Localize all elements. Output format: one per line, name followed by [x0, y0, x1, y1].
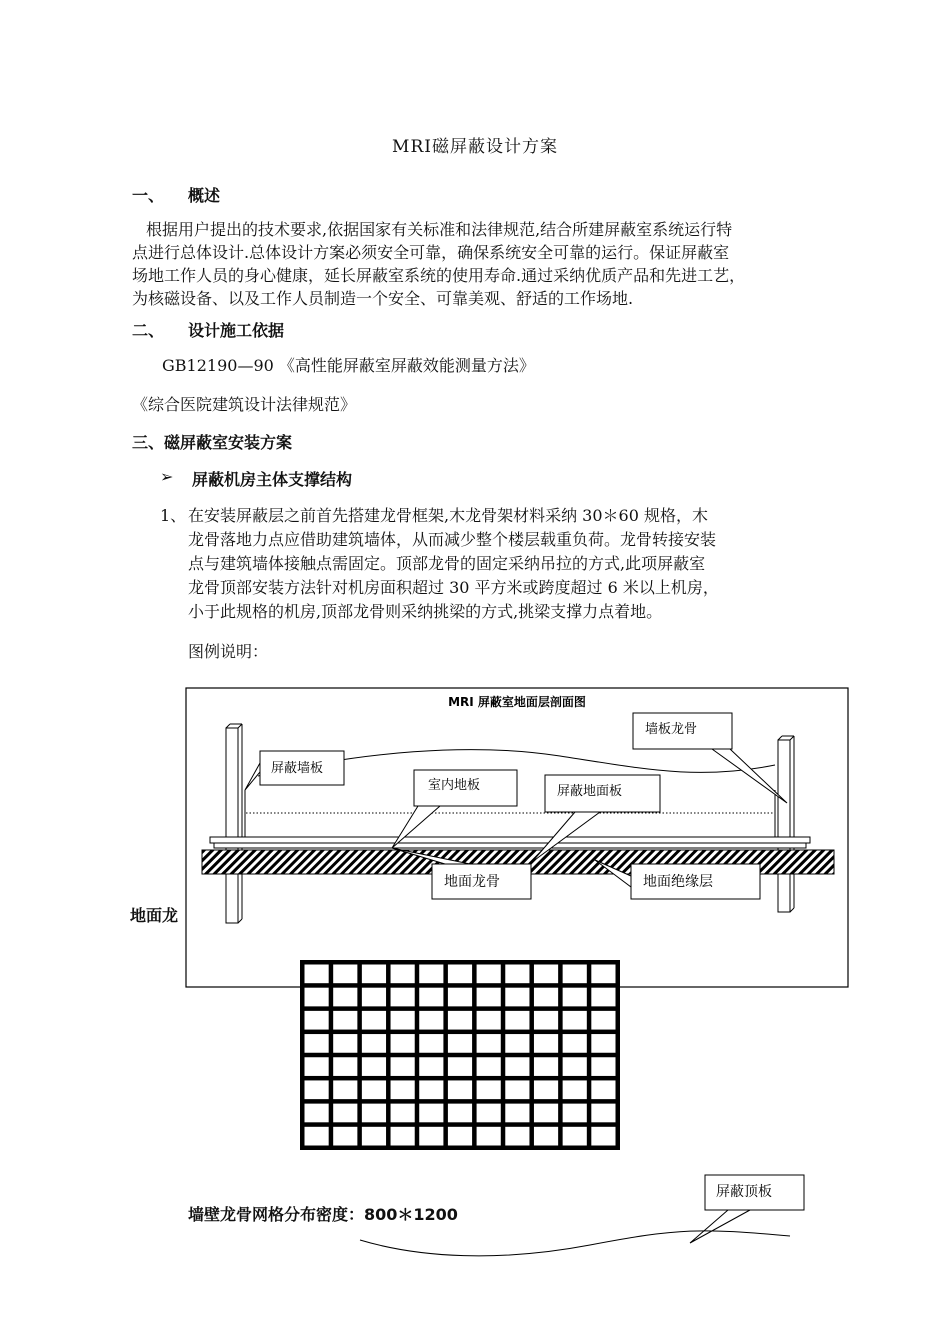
grid-cell: [534, 965, 558, 984]
grid-cell: [391, 1057, 415, 1076]
grid-cell: [505, 1127, 529, 1146]
grid-cell: [448, 1104, 472, 1123]
grid-cell: [333, 965, 357, 984]
grid-cell: [563, 1080, 587, 1099]
grid-cell: [505, 1011, 529, 1030]
grid-cell: [362, 1104, 386, 1123]
grid-cell: [448, 1034, 472, 1053]
grid-cell: [477, 1057, 501, 1076]
grid-cell: [591, 1080, 615, 1099]
grid-cell: [477, 1011, 501, 1030]
section-2-title: 设计施工依据: [188, 321, 285, 340]
grid-caption: 墙壁龙骨网格分布密度：800＊1200: [188, 1205, 458, 1224]
grid-cell: [534, 1057, 558, 1076]
grid-cell: [591, 1011, 615, 1030]
grid-cell: [477, 1104, 501, 1123]
cut-label: 地面龙: [130, 906, 179, 925]
grid-cell: [419, 1011, 443, 1030]
label-wall-keel: 墙板龙骨: [645, 722, 698, 737]
grid-cell: [362, 1080, 386, 1099]
grid-cell: [362, 1127, 386, 1146]
grid-cell: [591, 1104, 615, 1123]
bullet-glyph: ➢: [160, 467, 174, 486]
right-post: [778, 740, 790, 912]
label-ceiling: 屏蔽顶板: [716, 1184, 772, 1200]
basis-line-1: GB12190—90 《高性能屏蔽室屏蔽效能测量方法》: [162, 356, 535, 375]
item-1-line-1: 在安装屏蔽层之前首先搭建龙骨框架,木龙骨架材料采纳 30＊60 规格，木: [188, 506, 708, 525]
page-title: MRI磁屏蔽设计方案: [392, 137, 558, 157]
grid-cell: [477, 965, 501, 984]
grid-cell: [362, 965, 386, 984]
grid-cell: [333, 1034, 357, 1053]
grid-cell: [419, 1034, 443, 1053]
section-3-title: 三、磁屏蔽室安装方案: [132, 433, 293, 452]
grid-cell: [563, 1057, 587, 1076]
grid-cell: [419, 1104, 443, 1123]
grid-cell: [391, 1011, 415, 1030]
grid-cell: [419, 988, 443, 1007]
grid-cell: [448, 965, 472, 984]
grid-cell: [391, 965, 415, 984]
grid-cell: [591, 965, 615, 984]
grid-cell: [534, 1034, 558, 1053]
label-shield-floor: 屏蔽地面板: [557, 784, 623, 799]
section-1-title: 概述: [188, 186, 221, 205]
grid-cell: [563, 1104, 587, 1123]
grid-cell: [448, 1011, 472, 1030]
legend-intro: 图例说明：: [188, 642, 269, 661]
grid-cell: [362, 1034, 386, 1053]
grid-cell: [591, 988, 615, 1007]
overview-line-2: 点进行总体设计.总体设计方案必须安全可靠，确保系统安全可靠的运行。保证屏蔽室: [132, 243, 730, 262]
grid-cell: [305, 1011, 329, 1030]
grid-cell: [333, 1011, 357, 1030]
item-1-line-3: 点与建筑墙体接触点需固定。顶部龙骨的固定采纳吊拉的方式,此项屏蔽室: [188, 554, 706, 573]
grid-cell: [534, 1127, 558, 1146]
grid-cell: [305, 1080, 329, 1099]
grid-cell: [534, 1104, 558, 1123]
shield-floor-plate: [210, 837, 810, 843]
grid-cell: [534, 1011, 558, 1030]
grid-cell: [563, 1034, 587, 1053]
overview-line-1: 根据用户提出的技术要求,依据国家有关标准和法律规范,结合所建屏蔽室系统运行特: [146, 220, 733, 239]
item-1-line-4: 龙骨顶部安装方法针对机房面积超过 30 平方米或跨度超过 6 米以上机房，: [188, 578, 719, 597]
grid-cell: [333, 1080, 357, 1099]
grid-cell: [419, 1080, 443, 1099]
left-post: [226, 728, 238, 923]
grid-cell: [333, 1127, 357, 1146]
grid-cell: [448, 1127, 472, 1146]
keel-grid: [300, 960, 620, 1150]
grid-cell: [362, 988, 386, 1007]
grid-cell: [333, 1057, 357, 1076]
grid-cell: [448, 1080, 472, 1099]
grid-cell: [505, 1057, 529, 1076]
grid-cell: [477, 1127, 501, 1146]
grid-cell: [534, 988, 558, 1007]
grid-cell: [305, 1104, 329, 1123]
grid-cell: [305, 965, 329, 984]
figure-title: MRI 屏蔽室地面层剖面图: [448, 695, 586, 709]
grid-cell: [534, 1080, 558, 1099]
section-2-number: 二、: [132, 321, 165, 340]
grid-cell: [391, 1104, 415, 1123]
grid-cell: [391, 1034, 415, 1053]
item-1-line-2: 龙骨落地力点应借助建筑墙体，从而减少整个楼层载重负荷。龙骨转接安装: [188, 530, 717, 549]
label-floor-keel: 地面龙骨: [444, 874, 500, 890]
grid-cell: [563, 988, 587, 1007]
label-insulation: 地面绝缘层: [643, 874, 713, 890]
grid-cell: [362, 1057, 386, 1076]
grid-cell: [305, 1127, 329, 1146]
section-1-number: 一、: [132, 186, 165, 205]
grid-cell: [448, 988, 472, 1007]
grid-cell: [333, 1104, 357, 1123]
grid-cell: [419, 965, 443, 984]
grid-cell: [477, 1080, 501, 1099]
grid-cell: [419, 1127, 443, 1146]
grid-cell: [477, 1034, 501, 1053]
grid-cell: [505, 1104, 529, 1123]
grid-cell: [477, 988, 501, 1007]
grid-cell: [391, 988, 415, 1007]
bullet-title: 屏蔽机房主体支撑结构: [192, 470, 353, 489]
grid-cell: [305, 988, 329, 1007]
grid-cell: [563, 1011, 587, 1030]
item-1-number: 1、: [160, 506, 187, 525]
grid-cell: [391, 1080, 415, 1099]
grid-cell: [563, 1127, 587, 1146]
grid-cell: [505, 1034, 529, 1053]
grid-cell: [362, 1011, 386, 1030]
overview-line-4: 为核磁设备、以及工作人员制造一个安全、可靠美观、舒适的工作场地.: [132, 289, 634, 308]
grid-cell: [591, 1127, 615, 1146]
label-wall-panel: 屏蔽墙板: [271, 761, 324, 776]
grid-cell: [448, 1057, 472, 1076]
grid-cell: [505, 988, 529, 1007]
grid-cell: [563, 965, 587, 984]
item-1-line-5: 小于此规格的机房,顶部龙骨则采纳挑梁的方式,挑梁支撑力点着地。: [188, 602, 663, 621]
grid-cell: [305, 1034, 329, 1053]
grid-cell: [591, 1057, 615, 1076]
grid-cell: [391, 1127, 415, 1146]
overview-line-3: 场地工作人员的身心健康，延长屏蔽室系统的使用寿命.通过采纳优质产品和先进工艺，: [132, 266, 746, 285]
label-indoor-floor: 室内地板: [428, 778, 481, 793]
grid-cell: [419, 1057, 443, 1076]
grid-cell: [305, 1057, 329, 1076]
grid-cell: [505, 965, 529, 984]
grid-cell: [591, 1034, 615, 1053]
basis-line-2: 《综合医院建筑设计法律规范》: [132, 395, 357, 414]
grid-cell: [505, 1080, 529, 1099]
grid-cell: [333, 988, 357, 1007]
